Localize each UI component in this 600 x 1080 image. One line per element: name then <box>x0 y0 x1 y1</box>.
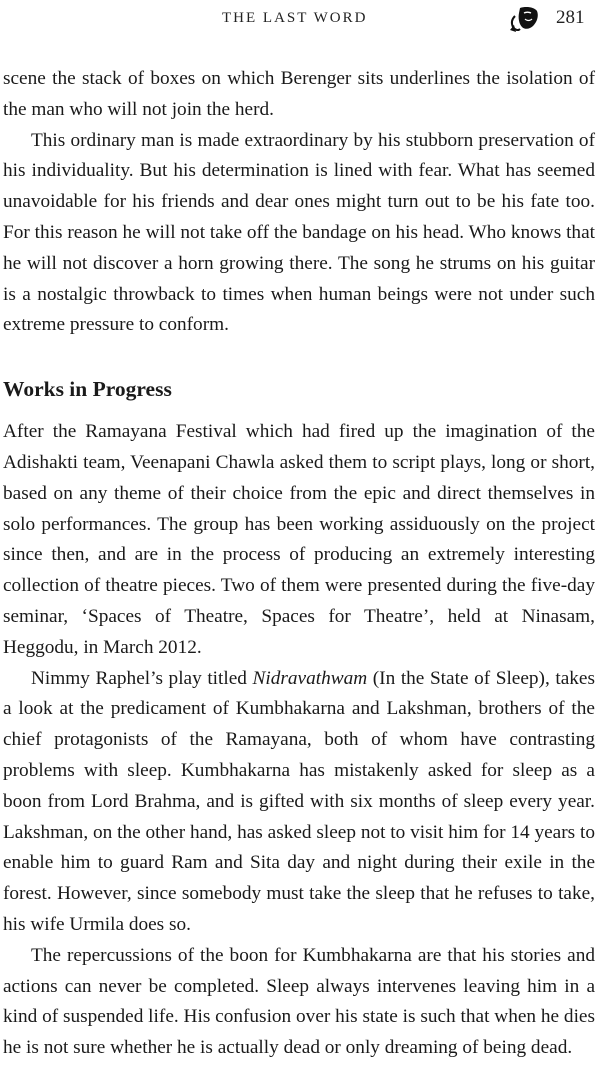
paragraph-ramayana-festival: After the Ramayana Festival which had fired up the imagination of the Adishakti team, Veenapani Chawla asked them to script plays, long or short, based on any theme of their choice from the epic and direct themselves in solo performances. The group has been working assiduously on the project since then, and are in the process of producing an extremely interesting collection of theatre pieces. Two of them were presented during the five-day seminar, ‘Spaces of Theatre, Spaces for Theatre’, held at Ninasam, Heggodu, in March 2012. <box>3 421 595 658</box>
section-heading-wrap <box>3 341 595 417</box>
paragraph-kumbhakarna: The repercussions of the boon for Kumbhakarna are that his stories and actions can never be completed. Sleep always intervenes leaving him in a kind of suspended life. His confusion over his state is such that when he dies he is not sure whether he is actually dead or only dreaming of being dead. <box>3 944 595 1059</box>
p4-text-before: Nimmy Raphel’s play titled <box>31 667 253 689</box>
play-title: Nidravathwam <box>252 667 368 689</box>
paragraph-nidravathwam <box>3 664 595 941</box>
page-number: 281 <box>556 7 585 28</box>
p4-text-after: (In the State of Sleep), takes a look at the predicament of Kumbhakarna and Lakshman, brothers of the chief protagonists of the Ramayana, both of whom have contrasting problems with sleep. Kumbhakarna has mistakenly asked for sleep as a boon from Lord Brahma, and is gifted with six months of sleep every year. Lakshman, on the other hand, has asked sleep not to visit him for 14 years to enable him to guard Ram and Sita day and night during their exile in the forest. However, since somebody must take the sleep that he refuses to take, his wife Urmila does so. <box>3 667 595 935</box>
running-title: THE LAST WORD <box>222 10 368 26</box>
paragraph-continuation: scene the stack of boxes on which Berenger sits underlines the isolation of the man who will not join the herd. <box>3 68 595 120</box>
page-body <box>3 64 595 1064</box>
mask-ornament-icon <box>506 4 542 36</box>
page-header <box>0 0 600 40</box>
paragraph-individuality: This ordinary man is made extraordinary by his stubborn preservation of his individuality. But his determination is lined with fear. What has seemed unavoidable for his friends and dear ones might turn out to be his fate too. For this reason he will not take off the bandage on his head. Who knows that he will not discover a horn growing there. The song he strums on his guitar is a nostalgic throwback to times when human beings were not under such extreme pressure to conform. <box>3 129 595 336</box>
section-heading: Works in Progress <box>3 377 172 402</box>
